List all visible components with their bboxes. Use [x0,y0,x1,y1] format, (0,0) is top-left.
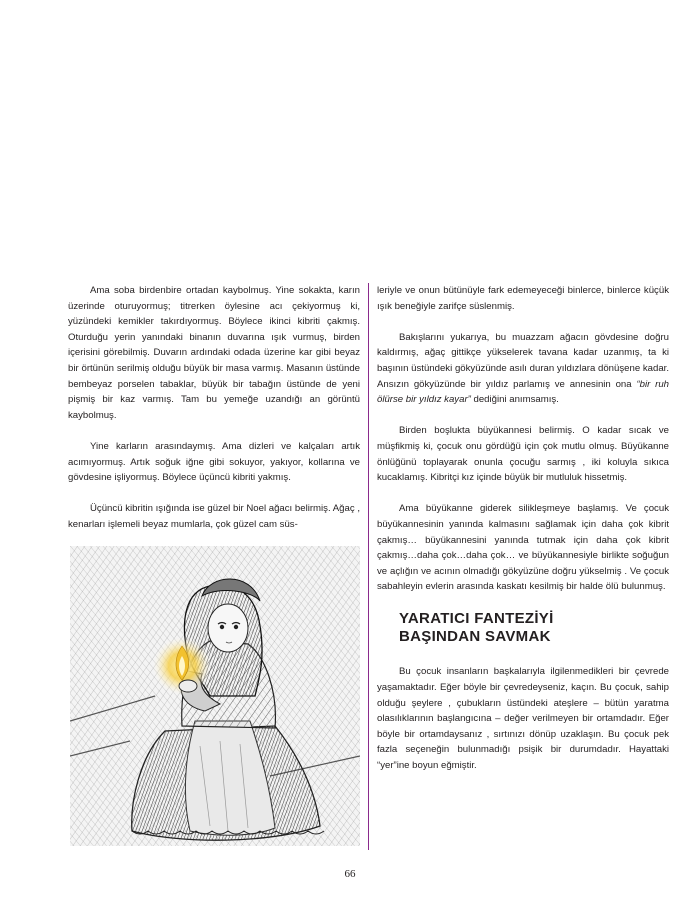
paragraph-bakislari [377,330,669,408]
quote-yildiz-kayar: “bir ruh ölürse bir yıldız kayar” [377,378,669,406]
match-girl-illustration [70,546,360,846]
paragraph-bu-cocuk: Bu çocuk insanların başkalarıyla ilgilenmedikleri bir çevrede yaşamaktadır. Eğer böyle bir çevredeyseniz, kaçın. Bu çocuk, sahip olduğu şeylere , çubukların üstündeki ateşlere – bütün yaratma olasılıklarının başlangıcına – değer verilmeyen bir ortamdadır. Eğer böyle bir ortamdaysanız , sırtınızı dönüp uzaklaşın. Bu çocuk pek fazla seçeneğin bulunmadığı psişik bir durumdadır. Hayattaki “yer”ine boyun eğmiştir. [377,666,669,772]
left-column [68,283,360,548]
paragraph-soba: Ama soba birdenbire ortadan kaybolmuş. Yine sokakta, karın üzerinde oturuyormuş; titrerken öylesine acı çekiyormuş ki, yüzündeki kemikler takırdıyormuş. Böylece ikinci kibriti çakmış. Oturduğu yerin yanındaki binanın duvarına ışık vurmuş, birden içerisini görebilmiş. Duvarın ardındaki odada üzerine kar gibi beyaz bir örtünün serilmiş olduğu büyük bir masa varmış. Masanın üstünde bembeyaz porselen tabaklar, büyük bir tabağın üstünde de yeni pişmiş bir kaz varmış. Tam bu yemeğe uzandığı an görüntü kaybolmuş. [68,285,360,421]
section-heading-line2: BAŞINDAN SAVMAK [399,628,551,646]
page-number: 66 [344,868,356,880]
right-column [377,283,669,789]
paragraph-karlar: Yine karların arasındaymış. Ama dizleri ve kalçaları artık acımıyormuş. Artık soğuk iğne gibi sokuyor, yakıyor, kollarına ve gövdesine işliyormuş. Böylece üçüncü kibriti yakmış. [68,440,360,484]
paragraph-bakislari-start: Bakışlarını yukarıya, bu muazzam ağacın gövdesine doğru kaldırmış, ağaç gittikçe yükselerek tavana kadar uzanmış, ta ki başının üstündeki gökyüzünde asılı duran yıldızlara dönüşene kadar. Ansızın gökyüzünde bir yıldız parlamış ve annesinin ona [377,331,669,390]
paragraph-susler: leriyle ve onun bütünüyle fark edemeyeceği binlerce, binlerce küçük ışık beneğiyle zarifçe süslenmiş. [377,285,669,312]
paragraph-bakislari-end: dediğini anımsamış. [470,394,559,406]
paragraph-noel-agaci: Üçüncü kibritin ışığında ise güzel bir Noel ağacı belirmiş. Ağaç , kenarları işlemeli beyaz mumlarla, çok güzel cam süs- [68,503,360,530]
column-divider [368,283,369,850]
section-heading [399,610,669,646]
section-heading-line1: YARATICI FANTEZİYİ [399,610,554,628]
paragraph-buyukanne-siliklesme: Ama büyükanne giderek silikleşmeye başlamış. Ve çocuk büyükannesinin yanında kalmasını sağlamak için daha çok kibrit çakmış… büyükannesini yanında tutmak için daha çok kibrit çakmış…daha çok…daha çok… ve büyükannesiyle birlikte soğuğun ve açlığın ve acının olmadığı gökyüzüne doğru yükselmiş . Ve çocuk sabahleyin evlerin arasında kaskatı kesilmiş bir halde ölü bulunmuş. [377,503,669,593]
paragraph-buyukanne-belirmis: Birden boşlukta büyükannesi belirmiş. O kadar sıcak ve müşfikmiş ki, çocuk onu gördüğü için çok mutlu olmuş. Büyükanne önlüğünü toplayarak onunla çocuğu sarmış , iki koluyla sıkıca kucaklamış. Kibritçi kız içinde büyük bir mutluluk hissetmiş. [377,425,669,484]
